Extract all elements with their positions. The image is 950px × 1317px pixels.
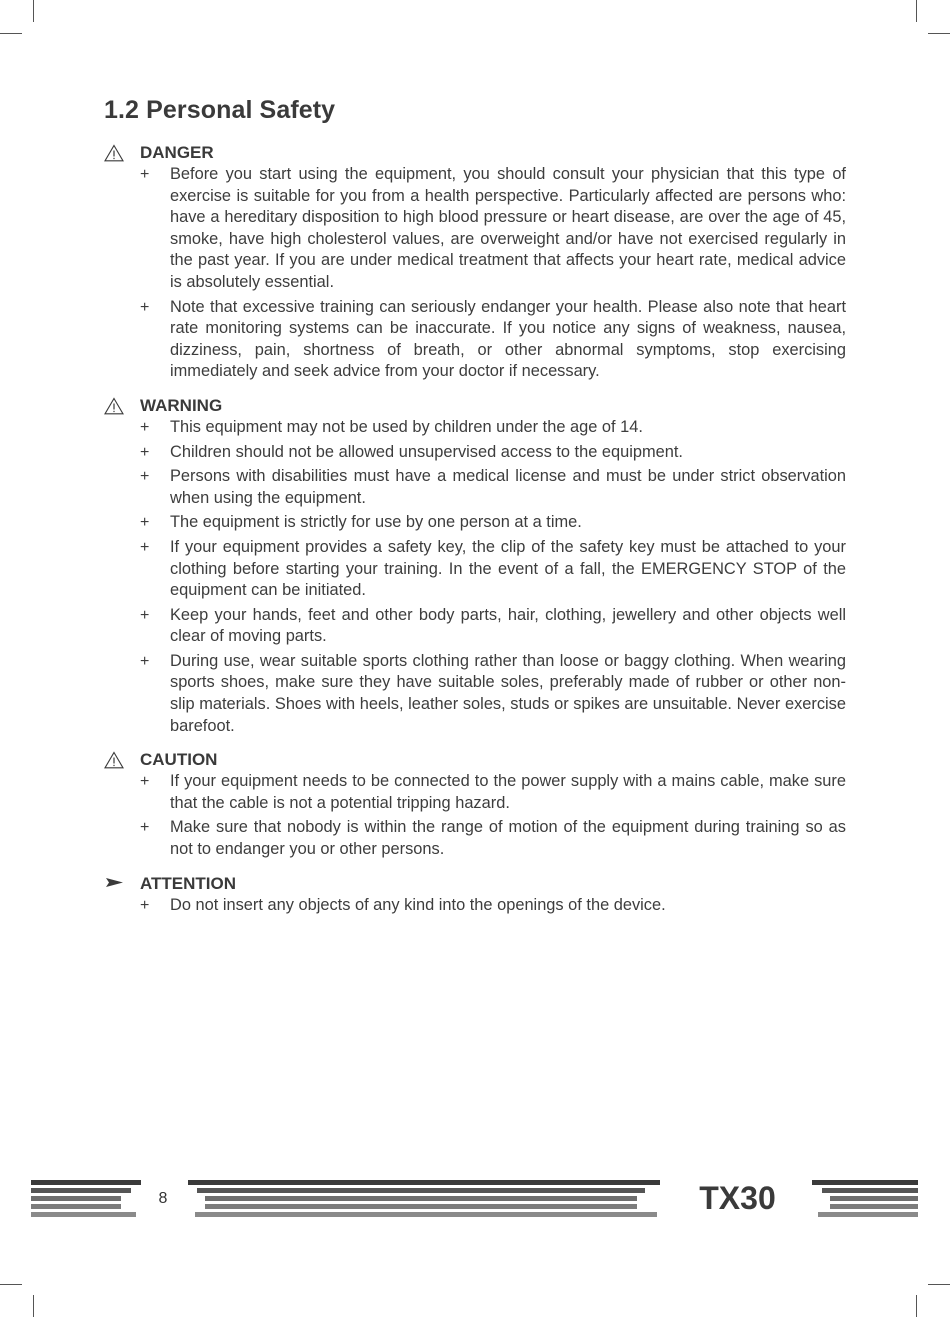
bullet-plus: + bbox=[140, 652, 150, 670]
arrow-pointer-icon bbox=[104, 875, 124, 893]
attention-group bbox=[104, 873, 846, 917]
list-item bbox=[104, 417, 846, 439]
bullet-plus: + bbox=[140, 514, 150, 532]
list-item-text: If your equipment provides a safety key, the clip of the safety key must be attached to your clothing before starting your training. In the event of a fall, the EMERGENCY STOP of the equipment can be initiated. bbox=[170, 537, 846, 600]
list-item bbox=[104, 895, 846, 917]
stripes-center bbox=[188, 1180, 660, 1217]
model-name: TX30 bbox=[699, 1180, 776, 1216]
list-item bbox=[104, 442, 846, 464]
crop-mark bbox=[916, 1295, 917, 1317]
list-item bbox=[104, 466, 846, 509]
stripes-left bbox=[31, 1180, 141, 1217]
stripes-right bbox=[812, 1180, 918, 1217]
danger-list bbox=[104, 164, 846, 383]
list-item bbox=[104, 537, 846, 602]
crop-mark bbox=[916, 0, 917, 22]
footer-stripes bbox=[0, 1172, 950, 1228]
list-item-text: Persons with disabilities must have a medical license and must be under strict observation when using the equipment. bbox=[170, 467, 846, 507]
list-item-text: If your equipment needs to be connected to the power supply with a mains cable, make sure that the cable is not a potential tripping hazard. bbox=[170, 772, 846, 812]
attention-heading bbox=[104, 873, 846, 895]
caution-heading bbox=[104, 749, 846, 771]
list-item bbox=[104, 512, 846, 534]
safety-content bbox=[104, 142, 846, 928]
caution-label: CAUTION bbox=[140, 750, 218, 770]
crop-mark bbox=[0, 1284, 22, 1285]
caution-group bbox=[104, 749, 846, 860]
bullet-plus: + bbox=[140, 606, 150, 624]
page-number: 8 bbox=[158, 1190, 168, 1207]
crop-mark bbox=[33, 0, 34, 22]
warning-group bbox=[104, 395, 846, 737]
attention-label: ATTENTION bbox=[140, 873, 237, 893]
warning-triangle-icon bbox=[104, 144, 124, 162]
list-item-text: Before you start using the equipment, you should consult your physician that this type of exercise is suitable for you from a health perspective. Particularly affected are persons who: have a hereditary disposition to high blood pressure or heart disease, are over the age of 45, smoke, have high cholesterol values, are overweight and/or have not exercised regularly in the past year. If you are under medical treatment that affects your heart rate, medical advice is absolutely essential. bbox=[170, 165, 846, 291]
list-item-text: During use, wear suitable sports clothing rather than loose or baggy clothing. When wearing sports shoes, make sure they have suitable soles, preferably made of rubber or other non-slip materials. Shoes with heels, leather soles, studs or spikes are unsuitable. Never exercise barefoot. bbox=[170, 651, 846, 735]
crop-mark bbox=[0, 33, 22, 34]
warning-list bbox=[104, 417, 846, 737]
list-item bbox=[104, 605, 846, 648]
danger-heading bbox=[104, 142, 846, 164]
list-item-text: Keep your hands, feet and other body parts, hair, clothing, jewellery and other objects well clear of moving parts. bbox=[170, 605, 846, 646]
crop-mark bbox=[928, 1284, 950, 1285]
crop-mark bbox=[928, 33, 950, 34]
warning-triangle-icon bbox=[104, 751, 124, 769]
list-item-text: Children should not be allowed unsupervised access to the equipment. bbox=[170, 442, 683, 461]
list-item bbox=[104, 164, 846, 294]
list-item-text: The equipment is strictly for use by one person at a time. bbox=[170, 513, 582, 532]
bullet-plus: + bbox=[140, 298, 150, 316]
bullet-plus: + bbox=[140, 538, 150, 556]
page-footer bbox=[0, 1172, 950, 1228]
list-item bbox=[104, 817, 846, 860]
list-item-text: This equipment may not be used by children under the age of 14. bbox=[170, 417, 643, 436]
warning-triangle-icon bbox=[104, 397, 124, 415]
list-item-text: Note that excessive training can seriously endanger your health. Please also note that heart rate monitoring systems can be inaccurate. If you notice any signs of weakness, nausea, dizziness, pain, shortness of breath, or other abnormal symptoms, stop exercising immediately and seek advice from your doctor if necessary. bbox=[170, 297, 846, 381]
bullet-plus: + bbox=[140, 443, 150, 461]
danger-group bbox=[104, 142, 846, 383]
bullet-plus: + bbox=[140, 819, 150, 837]
attention-list bbox=[104, 895, 846, 917]
warning-heading bbox=[104, 395, 846, 417]
list-item-text: Do not insert any objects of any kind into the openings of the device. bbox=[170, 895, 666, 914]
bullet-plus: + bbox=[140, 896, 150, 914]
list-item-text: Make sure that nobody is within the range of motion of the equipment during training so as not to endanger you or other persons. bbox=[170, 818, 846, 859]
bullet-plus: + bbox=[140, 773, 150, 791]
list-item bbox=[104, 297, 846, 383]
bullet-plus: + bbox=[140, 166, 150, 183]
caution-list bbox=[104, 771, 846, 860]
bullet-plus: + bbox=[140, 468, 150, 486]
list-item bbox=[104, 651, 846, 737]
danger-label: DANGER bbox=[140, 143, 214, 162]
list-item bbox=[104, 771, 846, 814]
crop-mark bbox=[33, 1295, 34, 1317]
section-title: 1.2 Personal Safety bbox=[104, 96, 336, 124]
bullet-plus: + bbox=[140, 418, 150, 436]
warning-label: WARNING bbox=[140, 395, 223, 415]
